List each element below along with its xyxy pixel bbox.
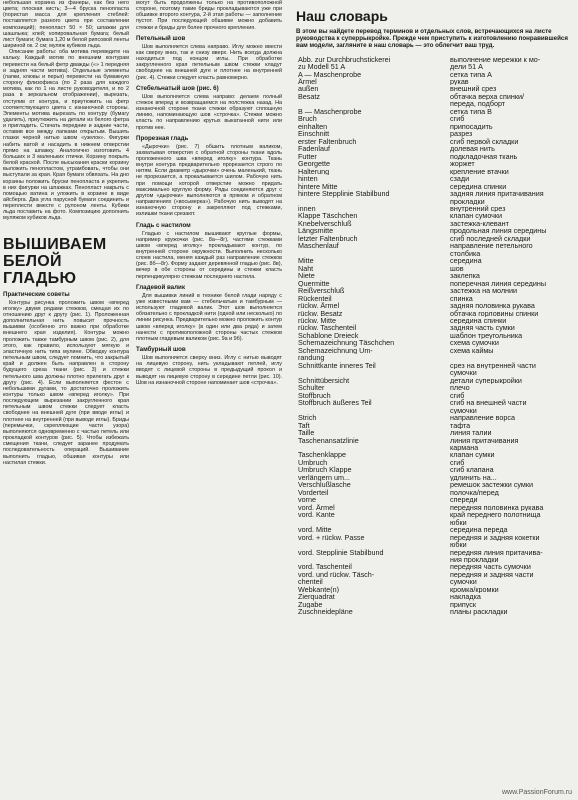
russian-term: переда, подборт xyxy=(450,100,506,108)
russian-term: середина переда xyxy=(450,526,508,534)
german-term: Fadenlauf xyxy=(298,145,330,153)
german-term: verlängern um... xyxy=(298,473,350,482)
russian-term: жоржет xyxy=(450,160,475,168)
german-term: Taschenansatzlinie xyxy=(298,436,359,444)
russian-term: сгиб xyxy=(450,458,465,467)
russian-term: полочка/перед xyxy=(450,488,499,497)
russian-term: обтачка верха спинки/ xyxy=(450,92,524,101)
german-term: Taschenklappe xyxy=(298,451,346,459)
german-term: randung xyxy=(298,354,325,362)
german-term: Vorderteil xyxy=(298,488,329,497)
german-term: rückw. Taschenteil xyxy=(298,324,357,332)
german-term: vord. Stepplinie Stabilbund xyxy=(298,548,384,557)
russian-term: сумочки xyxy=(450,578,477,586)
german-term: Bruch xyxy=(298,115,317,123)
russian-term: внешний срез xyxy=(450,85,497,93)
german-term: Schnittübersicht xyxy=(298,376,350,385)
russian-term: ния прокладки xyxy=(450,556,499,564)
russian-term: юбки xyxy=(450,541,467,549)
german-term: vord. Mitte xyxy=(298,526,332,534)
german-term: chenteil xyxy=(298,578,323,586)
german-term: vord. und rückw. Täsch- xyxy=(298,570,375,579)
russian-term: схема каймы xyxy=(450,346,494,355)
russian-term: спереди xyxy=(450,496,478,504)
russian-term: спинка xyxy=(450,294,473,303)
german-term: vord. Ärmel xyxy=(298,503,335,512)
russian-term: сгиб на внешней части xyxy=(450,399,527,407)
buttonhole-text: Шов выполняется слева направо. Иглу можно ввести как сверху вниз, так и снизу вверх. Нить всегда должна находиться под концом иглы. При обработке закругленного края петельным швом стежки кладут свободнее на внешней дуге и плотнее на внутренней (рис. 4). Стежки следует класть равномерно. xyxy=(136,43,282,81)
german-term: rückw. Mitte xyxy=(298,317,336,325)
russian-term: сумочки xyxy=(450,406,477,415)
german-term: Zuschneidepläne xyxy=(298,608,353,616)
russian-term: припуск xyxy=(450,600,477,609)
german-term: Strich xyxy=(298,414,317,422)
german-term: Längsmitte xyxy=(298,227,334,235)
russian-term: задняя часть сумки xyxy=(450,324,515,332)
russian-term: кармана xyxy=(450,443,479,452)
german-term: Stoffbruch xyxy=(298,391,331,400)
russian-term: передняя часть сумочки xyxy=(450,563,531,571)
russian-term: сетка типа А xyxy=(450,70,492,79)
german-term: hintere Mitte xyxy=(298,182,338,191)
russian-term: передняя линия притачива- xyxy=(450,548,543,557)
russian-term: сгиб первой складки xyxy=(450,137,519,146)
german-term xyxy=(298,444,450,451)
dictionary-table xyxy=(290,56,574,616)
german-term: rückw. Besatz xyxy=(298,309,343,318)
german-term: Futter xyxy=(298,152,317,161)
german-term: Webkante(n) xyxy=(298,585,340,594)
russian-term: крепление втачки xyxy=(450,167,509,176)
german-term: rückw. Ärmel xyxy=(298,302,340,310)
russian-term: юбки xyxy=(450,518,467,527)
russian-term: шов xyxy=(450,264,464,273)
russian-term: направление петельного xyxy=(450,242,533,250)
russian-term: середина спинки xyxy=(450,182,507,191)
russian-term: сумочки xyxy=(450,369,477,377)
russian-term: линия талии xyxy=(450,429,492,437)
german-term: Verschlußlasche xyxy=(298,481,351,489)
column-middle xyxy=(136,0,282,386)
german-term: Ärmel xyxy=(298,78,317,86)
german-term: Rückenteil xyxy=(298,294,332,303)
russian-term: тафта xyxy=(450,421,471,430)
german-term: A — Maschenprobe xyxy=(298,70,362,79)
german-term: Knebelverschluß xyxy=(298,219,352,228)
german-term: Schemazeichnung Um- xyxy=(298,346,373,355)
german-term: letzter Faltenbruch xyxy=(298,234,358,243)
german-term: Stoffbruch äußeres Teil xyxy=(298,399,372,407)
german-term: Zierquadrat xyxy=(298,593,335,601)
german-term: Klappe Täschchen xyxy=(298,212,358,220)
satin-roll-text: Для вышивки линий в технике белой глади наряду с уже известными вам — стебельчатым и тамбурным — используют гладевой валик. Этот шов выполняется обязательно с прокладкой нити (одной или несколько) по линии рисунка. Предварительно можно проложить контур швом «вперед иголку» (в один или два ряда) и затем нанести с противоположной стороны частых стежков плотным гладевым валиком (рис. 9а и 9б). xyxy=(136,292,282,342)
german-term: hintere Stepplinie Stabilbund xyxy=(298,190,390,198)
russian-term: сгиб xyxy=(450,391,465,400)
russian-term: срез на внутренней части xyxy=(450,361,536,370)
subheading-practical-tips: Практические советы xyxy=(3,290,70,298)
russian-term: середина спинки xyxy=(450,317,507,325)
german-term: zu Modell 51 A xyxy=(298,63,346,71)
heading-chain-stitch: Тамбурный шов xyxy=(136,346,186,354)
german-term xyxy=(298,541,450,548)
german-term xyxy=(298,519,450,526)
chain-stitch-text: Шов выполняется сверху вниз. Иглу с нитью выводят на лицевую сторону, нить укладывают петлей, иглу вводят с лицевой стороны в предыдущий прокол и выводят на лицевую сторону в середине петли (рис. 10). Шов на изнаночной стороне напоминает шов «строчка». xyxy=(136,355,282,386)
german-term: Georgette xyxy=(298,160,330,168)
russian-term: детали суперыкройки xyxy=(450,376,522,385)
russian-term: сгиб клапана xyxy=(450,466,494,474)
section-heading: ВЫШИВАЕМ БЕЛОЙ ГЛАДЬЮ xyxy=(3,235,107,287)
german-term xyxy=(298,556,450,563)
russian-term: шаблон треугольника xyxy=(450,331,523,340)
german-term: Umbruch Klappe xyxy=(298,466,352,474)
german-term: hinten xyxy=(298,175,318,183)
russian-term: выполнение мережки к мо- xyxy=(450,55,541,64)
german-term xyxy=(298,407,450,414)
german-term: einhalten xyxy=(298,122,328,131)
german-term: Umbruch xyxy=(298,458,328,467)
russian-term: передняя и задняя части xyxy=(450,570,534,579)
russian-term: заклепка xyxy=(450,272,480,280)
russian-term: разрез xyxy=(450,130,473,138)
russian-term: плечо xyxy=(450,384,470,392)
german-term: Halterung xyxy=(298,167,330,176)
russian-term: прокладки xyxy=(450,197,485,205)
german-term: Schablone Dreieck xyxy=(298,331,359,340)
german-term: Abb. zur Durchbruchstickerei xyxy=(298,55,391,64)
heading-padded-satin: Гладь с настилом xyxy=(136,221,191,229)
russian-term: передняя половинка рукава xyxy=(450,503,544,512)
german-term: Niete xyxy=(298,272,315,280)
german-term: Taille xyxy=(298,429,315,437)
german-term: außen xyxy=(298,85,319,93)
stem-stitch-text: Шов выполняется слева направо: делаем полный стежок вперед и возвращаемся на полстежка назад. На изнаночной стороне ткани стежки образуют сплошную линию, напоминающую шов «строчка». Стежки можно класть по направлению крутых выкатанной нити или против нее. xyxy=(136,93,282,131)
russian-term: рукав xyxy=(450,78,469,86)
heading-satin-roll: Гладевой валик xyxy=(136,283,185,291)
german-term: B — Maschenprobe xyxy=(298,107,362,116)
german-term: vord. + rückw. Passe xyxy=(298,533,365,542)
german-terms xyxy=(290,56,450,616)
russian-term: внутренний срез xyxy=(450,204,506,213)
german-term: Quermitte xyxy=(298,279,330,288)
russian-term: застежка-клевант xyxy=(450,219,509,228)
russian-term: край переднего полотнища xyxy=(450,511,541,519)
russian-term: середина xyxy=(450,257,482,265)
russian-term: удлинить на... xyxy=(450,473,497,482)
russian-term: сзади xyxy=(450,175,470,183)
dictionary-title: Наш словарь xyxy=(296,8,388,24)
russian-term: задняя половинка рукава xyxy=(450,302,535,310)
heading-stem-stitch: Стебельчатый шов (рис. 6) xyxy=(136,84,219,92)
russian-term: накладка xyxy=(450,593,481,601)
heading-cutwork: Прорезная гладь xyxy=(136,134,189,142)
russian-terms xyxy=(450,56,574,616)
dictionary-intro: В этом вы найдете перевод терминов и отдельных слов, встречающихся на листе руководства к суперрыкройке. Прежде чем приступить к изготовлению понравившейся вам модели, загляните в наш словарь — это облегчит ваш труд. xyxy=(296,28,568,50)
russian-term: поперечная линия середины xyxy=(450,279,546,288)
russian-term: сетка типа В xyxy=(450,107,492,116)
watermark: www.PassionForum.ru xyxy=(501,789,572,796)
german-term: Maschenlauf xyxy=(298,242,339,250)
german-term: Naht xyxy=(298,264,314,273)
german-term: innen xyxy=(298,204,316,213)
russian-term: клапан сумки xyxy=(450,451,495,459)
column-left xyxy=(3,0,129,466)
russian-term: ремешок застежки сумки xyxy=(450,481,534,489)
german-term: vorne xyxy=(298,496,316,504)
german-term: Schemazeichnung Täschchen xyxy=(298,339,395,347)
russian-term: сгиб xyxy=(450,115,465,123)
russian-term: задняя линия притачивания xyxy=(450,190,544,198)
column-dictionary xyxy=(290,0,574,616)
heading-buttonhole-stitch: Петельный шов xyxy=(136,34,186,42)
german-term: Besatz xyxy=(298,92,320,101)
german-term xyxy=(298,198,450,205)
russian-term: застежка на молнии xyxy=(450,287,518,295)
russian-term: долевая нить xyxy=(450,145,495,153)
russian-term: припосадить xyxy=(450,122,493,131)
russian-term: сгиб последней складки xyxy=(450,234,531,243)
russian-term: столбика xyxy=(450,249,481,258)
tips-text: Контуры рисунка проложить швом «вперед иголку» двумя рядами стежков, смещая их по отношению друг к другу (рис. 1). Проложенная дополнительная нить повысит прочность вышивки (особенно это важно при обработке внешнего края изделия). Контуры можно проложить также тамбурным швом (рис. 2), для этого, как правило, используют мягкую и эластичную нить типа мулине. Обводку контура петельным швом, следует помнить, что закрытый край и должен быть направлен в сторону будущего среза ткани (рис. 3) и стежки петельного шва должны плотно прилегать друг к другу (рис. 4). Если выполняется фестон с небольшими дугами, то достаточно проложить контуры только швом «вперед иголку». При последующем вырезании закругленного края петельным швом стежки следует класть свободнее на внешней дуге (при вводе иглы) и плотнее на внутренней (при выводе иглы). Бриды (перемычки, скрепляющие части узора) выполняются одновременно с частью петель или прокладкой контуров (рис. 5). Чтобы избежать смещения ткани, следует заранее продумать последовательность операций. Вышивание выполнить гладью, обшивая контуры или настилая стежки. xyxy=(3,299,129,466)
german-term: Taft xyxy=(298,421,310,430)
intro-text: могут быть продолжены только на противоположной стороне, поэтому такие бриды прокладываются уже при обшивке второго контура, 2-й этап работы — заполнение пустот. При последующей обшивке можно добавить стежки и бриды для более прочного крепления. xyxy=(136,0,282,31)
german-term xyxy=(298,369,450,376)
russian-term: схема сумочки xyxy=(450,339,499,347)
russian-term: передняя и задняя кокетки xyxy=(450,533,540,542)
russian-term: планы раскладки xyxy=(450,608,508,616)
work-description-text: Описание работы: оба мотива переведите на кальку. Каждый мотив по внешним контурам перевести на белый фетр дважды («» 1 передняя и задняя части мотива). Отдельные элементы (лапки, клювы и перья) перевести на бумажную сторону флизофикса (по 2 раза для каждого мотива, как по 1 на листе руководителя, и по 2 раза в зеркальном отображении), вырезать, отступив от контура, и приутюжить на фетр соответствующего цвета с изнаночной стороны. Элементы мотива вырезать по контуру (бумагу удалить), приутюжить на детали из белого фетра и пригладить. Стачать передние и задние части, оставив все между лапками открытым. Вышить глазки черной нитью швом «узелок». Фигурки набить ватой и насадить в нижнем отверстии прямо на шпажку. Аналогично изготовить 4 больших и 3 маленьких птички. Корзину покрыть белой краской. После высыхания краски корзину выложить пенопластом, утрамбовать, чтобы они выступали за края. Края бумаги обвязать. На дно корзины положить бруски пенопласта и укрепить в них фигурки на шпажках. Пенопласт накрыть с помощью ватина и уложить в корзине в виде айсберга. Два угла парусной бумаги соединить и переплести вместе с рулоном ленты. Кубики льда поставить на фото. Композицию дополнить муляжом кубиков льда. xyxy=(3,49,129,222)
german-term: Zugabe xyxy=(298,600,323,609)
padded-satin-text: Гладью с настилом вышивают круглые формы, например кружочки (рис. 8а—8г), частями стежками швом «вперед иголку» прокладывают контур, по внутренней стороне окружности. Выполнить несколько слоев настила, меняя каждый раз направление стежков (рис. 8б—8г). Форму задают деревянной гладью (рис. 8в), вечер в обе стороны от середины и стежки класть перпендикулярно стежкам последнего настила. xyxy=(136,230,282,280)
german-term: Reißverschluß xyxy=(298,287,345,295)
russian-term: продольная линия середины xyxy=(450,227,547,235)
russian-term: линия притачивания xyxy=(450,436,519,444)
german-term xyxy=(298,250,450,257)
russian-term: обтачка горловины спинки xyxy=(450,309,539,318)
cutwork-text: «Дырочки» (рис. 7) обшить плотным валиком, захватывая отверстия с обратной стороны ткани вдоль проложенного шва «вперед иголку» контура. Ткань внутри контура предварительно прорезается строго по нитям. Если диаметр «дырочки» очень маленький, ткань не прорезается, а прокалывается шилом. Рабочую нить при помощи которой отверстие можно придать максимально круглую форму. Ряды соединяются друг с другом «дырочки» выполняются в прямом и обратном направлениях («восьмерка»). Рабочую нить выводят на изнаночную сторону и закрепляют под стежками, излишки ткани срезают. xyxy=(136,143,282,218)
russian-term: подкладочная ткань xyxy=(450,152,518,161)
german-term: vord. Taschenteil xyxy=(298,563,352,571)
german-term: vord. Kante xyxy=(298,511,335,519)
russian-term: направление ворса xyxy=(450,414,515,422)
russian-term: дели 51 А xyxy=(450,63,483,71)
german-term: Mitte xyxy=(298,257,314,265)
german-term xyxy=(298,100,450,107)
german-term: Schnittkante inneres Teil xyxy=(298,361,376,370)
russian-term xyxy=(450,354,574,361)
german-term: Schulter xyxy=(298,384,325,392)
german-term: Einschnitt xyxy=(298,130,330,138)
german-term: erster Faltenbruch xyxy=(298,137,357,146)
russian-term: кромка/кромки xyxy=(450,585,499,594)
russian-term: клапан сумочки xyxy=(450,212,503,220)
materials-text: небольшая корзина из фанеры, как без него цвета; плоская кисть; 3—4 бруска пенопласта (пористая масса для крепления стеблей: поставляется разного цвета при составлении композиций); пенопласт 50 × 50; шпажки для шашлыка; клей; копировальная бумага; белый лист бумаги; бумага 1,20 м белой рипсовой ленты шириной ок. 2 см; муляж кубиков льда. xyxy=(3,0,129,50)
